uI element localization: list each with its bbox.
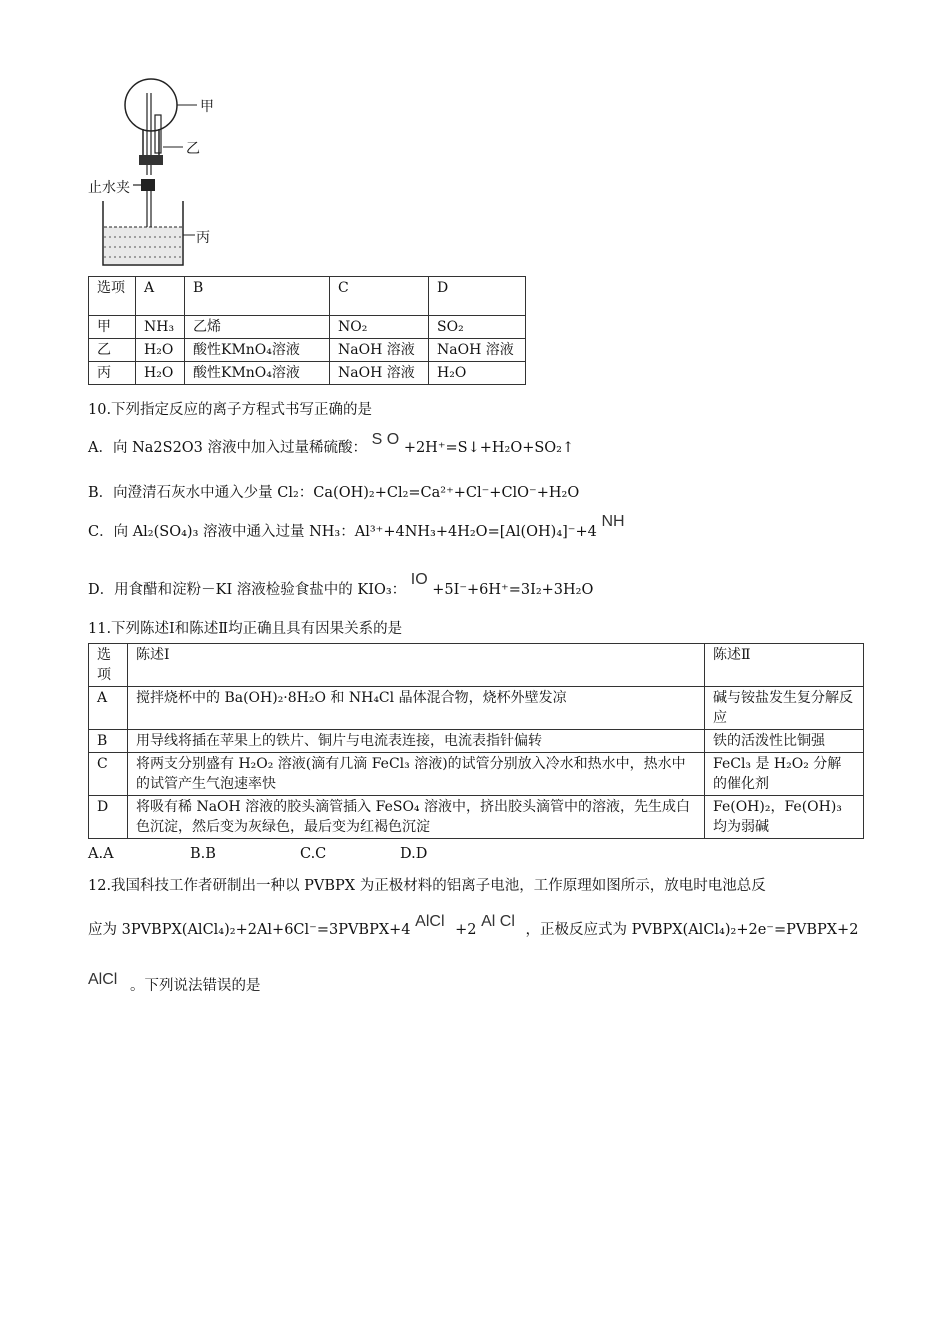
q12-line3 (88, 971, 261, 995)
table-cell: 选项 (89, 644, 128, 687)
q10-option-c (88, 513, 625, 541)
table-cell: 乙 (89, 339, 136, 362)
table-cell: H₂O (429, 362, 526, 385)
q12-line2-b: +2 (455, 922, 477, 938)
table-cell: 丙 (89, 362, 136, 385)
table-cell: 选项 (89, 277, 136, 316)
q10-option-d (88, 571, 594, 599)
label-clamp: 止水夹 (88, 180, 130, 196)
table-row (89, 753, 864, 796)
table-cell: C (89, 753, 128, 796)
q12-line1: 12.我国科技工作者研制出一种以 PVBPX 为正极材料的铝离子电池，工作原理如图所示，放电时电池总反 (88, 878, 766, 894)
table-cell: D (89, 796, 128, 839)
table-cell: NaOH 溶液 (330, 339, 429, 362)
table-cell: SO₂ (429, 316, 526, 339)
q10-a-prefix: A．向 Na2S2O3 溶液中加入过量稀硫酸： (88, 440, 368, 456)
q10-d-ion: IO (410, 571, 428, 588)
q10-c-ion: NH (601, 513, 625, 530)
table-cell: NaOH 溶液 (330, 362, 429, 385)
q12-ion-2: Al Cl (481, 913, 515, 930)
q11-option-d: D.D (400, 846, 428, 862)
table-cell: A (136, 277, 185, 316)
label-jia: 甲 (200, 99, 214, 115)
q12-ion-1: AlCl (415, 913, 445, 930)
table-cell: B (89, 730, 128, 753)
table-cell: H₂O (136, 362, 185, 385)
q10-d-suffix: +5I⁻+6H⁺=3I₂+3H₂O (432, 582, 594, 598)
q10-a-suffix: +2H⁺=S↓+H₂O+SO₂↑ (403, 440, 575, 456)
q12-ion-3: AlCl (88, 971, 118, 988)
table-cell: A (89, 687, 128, 730)
table-cell: NH₃ (136, 316, 185, 339)
q11-option-b: B.B (190, 846, 216, 862)
table-cell: B (185, 277, 330, 316)
q11-stem: 11.下列陈述Ⅰ和陈述Ⅱ均正确且具有因果关系的是 (88, 621, 403, 637)
water-clamp (141, 179, 155, 191)
q12-line2-a: 应为 3PVBPX(AlCl₄)₂+2Al+6Cl⁻=3PVBPX+4 (88, 922, 411, 938)
table-cell: D (429, 277, 526, 316)
label-yi: 乙 (186, 141, 200, 157)
table-row (89, 796, 864, 839)
q12-line3-text: 。下列说法错误的是 (129, 978, 261, 994)
q11-option-a: A.A (88, 846, 114, 862)
q10-d-prefix: D．用食醋和淀粉－KI 溶液检验食盐中的 KIO₃： (88, 582, 407, 598)
q11-table (88, 643, 864, 839)
label-bing: 丙 (196, 230, 210, 246)
q10-stem: 10.下列指定反应的离子方程式书写正确的是 (88, 402, 373, 418)
table-row (89, 362, 526, 385)
q11-option-c: C.C (300, 846, 327, 862)
table-cell: Fe(OH)₂，Fe(OH)₃ 均为弱碱 (705, 796, 864, 839)
q12-line2-c: ，正极反应式为 PVBPX(AlCl₄)₂+2e⁻=PVBPX+2 (525, 922, 859, 938)
dropper (155, 115, 161, 153)
table-cell: 用导线将插在苹果上的铁片、铜片与电流表连接，电流表指针偏转 (128, 730, 705, 753)
table-cell: 陈述Ⅱ (705, 644, 864, 687)
table-cell: 陈述Ⅰ (128, 644, 705, 687)
table-row (89, 730, 864, 753)
table-row (89, 687, 864, 730)
table-cell: 乙烯 (185, 316, 330, 339)
table-cell: 甲 (89, 316, 136, 339)
table-row (89, 644, 864, 687)
table-cell: 酸性KMnO₄溶液 (185, 339, 330, 362)
table-cell: NaOH 溶液 (429, 339, 526, 362)
q12-line2 (88, 913, 859, 939)
table-cell: 碱与铵盐发生复分解反应 (705, 687, 864, 730)
table-cell: FeCl₃ 是 H₂O₂ 分解的催化剂 (705, 753, 864, 796)
table-cell: 酸性KMnO₄溶液 (185, 362, 330, 385)
table-cell: 搅拌烧杯中的 Ba(OH)₂·8H₂O 和 NH₄Cl 晶体混合物，烧杯外壁发凉 (128, 687, 705, 730)
table-cell: H₂O (136, 339, 185, 362)
q9-table (88, 276, 526, 385)
table-cell: C (330, 277, 429, 316)
table-cell: NO₂ (330, 316, 429, 339)
table-cell: 将两支分别盛有 H₂O₂ 溶液(滴有几滴 FeCl₃ 溶液)的试管分别放入冷水和热水中，热水中的试管产生气泡速率快 (128, 753, 705, 796)
table-row (89, 339, 526, 362)
q10-option-b: B．向澄清石灰水中通入少量 Cl₂：Ca(OH)₂+Cl₂=Ca²⁺+Cl⁻+ClO⁻+H₂O (88, 485, 580, 501)
table-cell: 将吸有稀 NaOH 溶液的胶头滴管插入 FeSO₄ 溶液中，挤出胶头滴管中的溶液，先生成白色沉淀，然后变为灰绿色，最后变为红褐色沉淀 (128, 796, 705, 839)
q10-a-ion: S O (371, 431, 400, 448)
table-row (89, 316, 526, 339)
table-cell: 铁的活泼性比铜强 (705, 730, 864, 753)
table-row (89, 277, 526, 316)
q10-option-a (88, 431, 575, 457)
q10-c-prefix: C．向 Al₂(SO₄)₃ 溶液中通入过量 NH₃：Al³⁺+4NH₃+4H₂O=[Al(OH)₄]⁻+4 (88, 524, 597, 540)
